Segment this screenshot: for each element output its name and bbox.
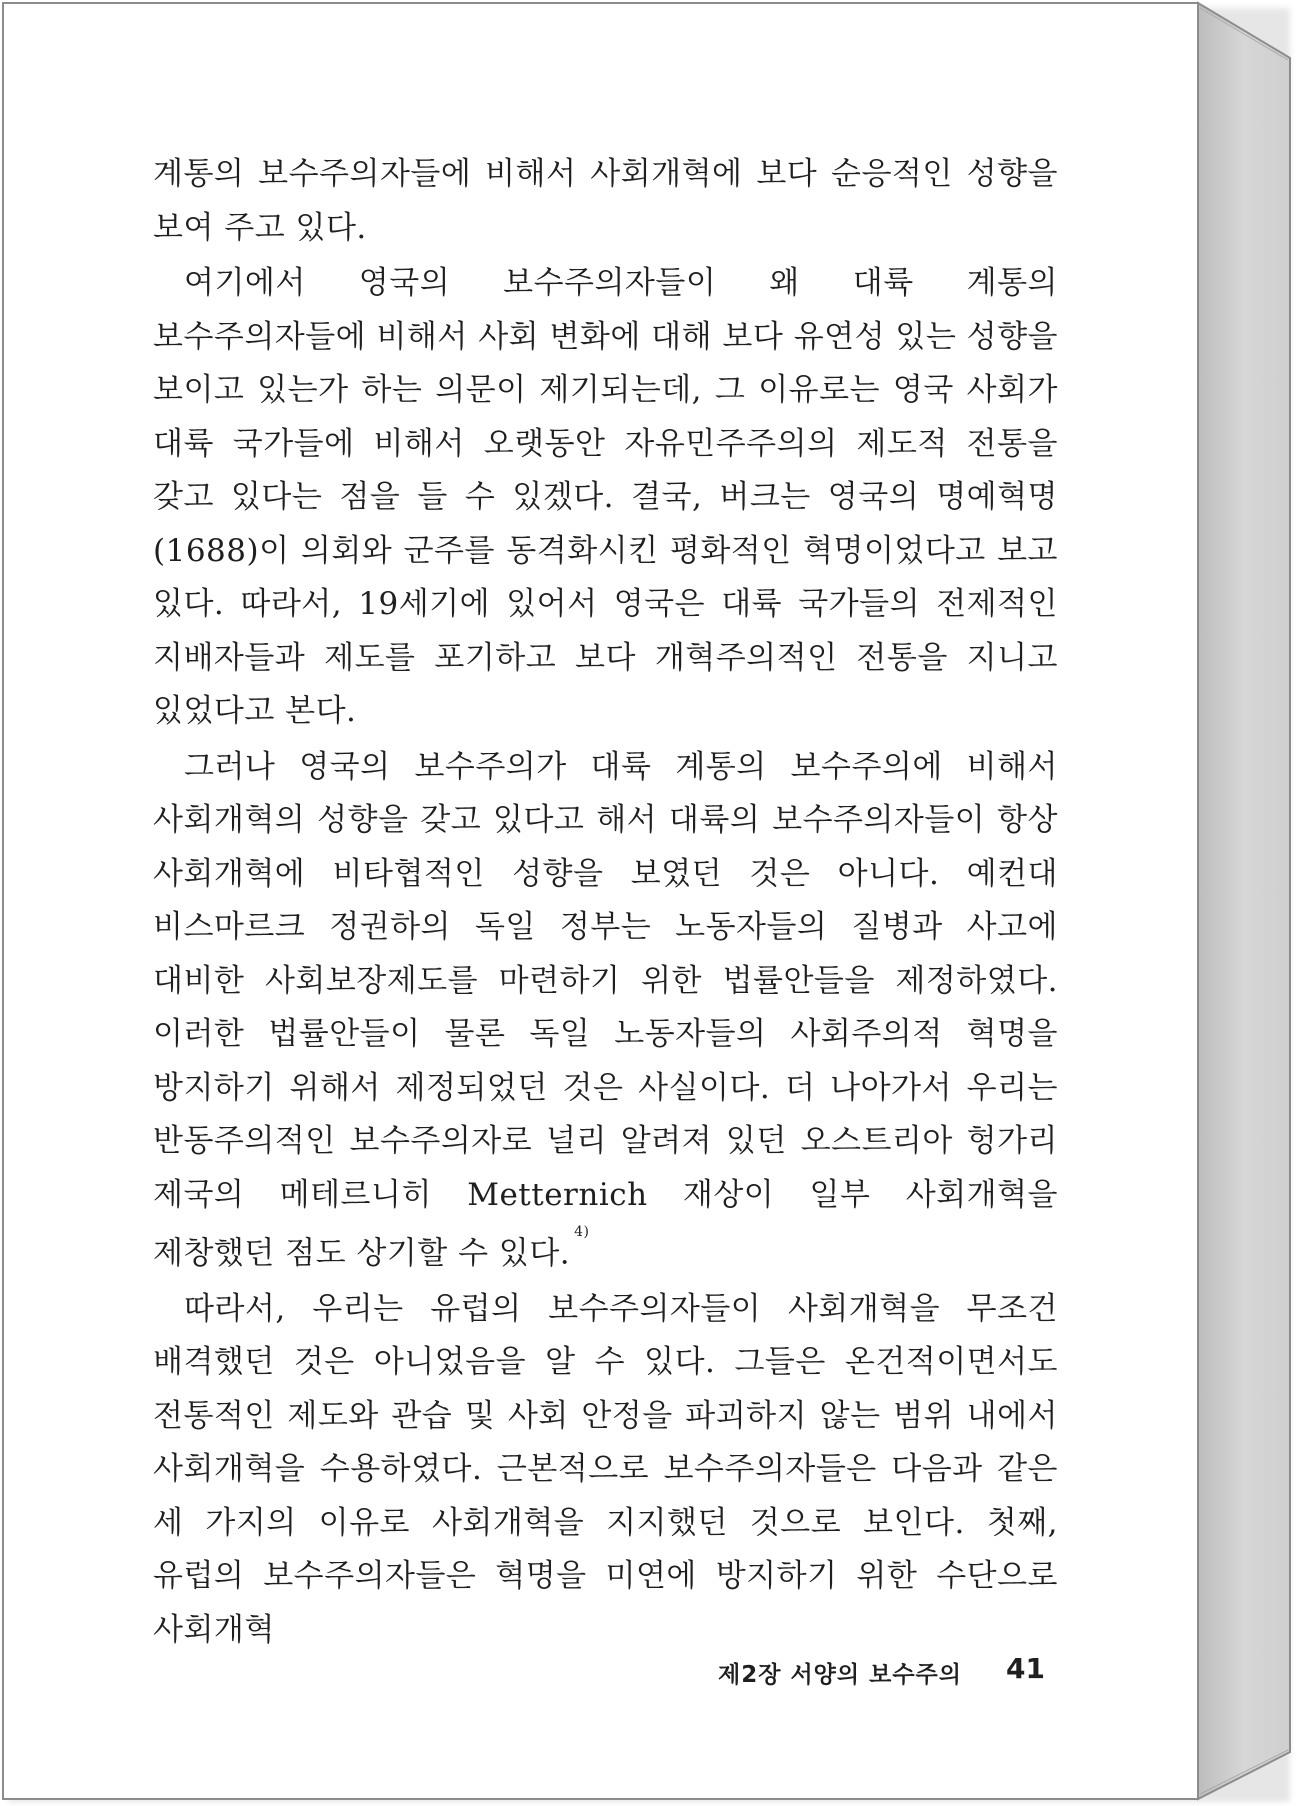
- book-spine-side: [1198, 3, 1290, 1799]
- page-number: 41: [1006, 1652, 1045, 1685]
- paragraph-text: 그러나 영국의 보수주의가 대륙 계통의 보수주의에 비해서 사회개혁의 성향을 갖고 있다고 해서 대륙의 보수주의자들이 항상 사회개혁에 비타협적인 성향을 보였던 것은 아니다. 예컨대 비스마르크 정권하의 독일 정부는 노동자들의 질병과 사고에 대비한 사회보장제도를 마련하기 위한 법률안들을 제정하였다. 이러한 법률안들이 물론 독일 노동자들의 사회주의적 혁명을 방지하기 위해서 제정되었던 것은 사실이다. 더 나아가서 우리는 반동주의적인 보수주의자로 널리 알려져 있던 오스트리아 헝가리 제국의 메테르니히 Metternich 재상이 일부 사회개혁을 제창했던 점도 상기할 수 있다.: [153, 748, 1058, 1272]
- paragraph-with-footnote: [153, 741, 1058, 1281]
- page-footer: [710, 1648, 1050, 1692]
- footnote-marker[interactable]: 4): [574, 1224, 590, 1240]
- paragraph: 따라서, 우리는 유럽의 보수주의자들이 사회개혁을 무조건 배격했던 것은 아니었음을 알 수 있다. 그들은 온건적이면서도 전통적인 제도와 관습 및 사회 안정을 파괴하지 않는 범위 내에서 사회개혁을 수용하였다. 근본적으로 보수주의자들은 다음과 같은 세 가지의 이유로 사회개혁을 지지했던 것으로 보인다. 첫째, 유럽의 보수주의자들은 혁명을 미연에 방지하기 위한 수단으로 사회개혁: [153, 1290, 1058, 1648]
- paragraph: 여기에서 영국의 보수주의자들이 왜 대륙 계통의 보수주의자들에 비해서 사회 변화에 대해 보다 유연성 있는 성향을 보이고 있는가 하는 의문이 제기되는데, 그 이유로는 영국 사회가 대륙 국가들에 비해서 오랫동안 자유민주주의의 제도적 전통을 갖고 있다는 점을 들 수 있겠다. 결국, 버크는 영국의 명예혁명(1688)이 의회와 군주를 동격화시킨 평화적인 혁명이었다고 보고 있다. 따라서, 19세기에 있어서 영국은 대륙 국가들의 전제적인 지배자들과 제도를 포기하고 보다 개혁주의적인 전통을 지니고 있었다고 본다.: [153, 265, 1058, 729]
- running-chapter-title: 제2장 서양의 보수주의: [718, 1662, 962, 1688]
- paragraph: 계통의 보수주의자들에 비해서 사회개혁에 보다 순응적인 성향을 보여 주고 있다.: [153, 156, 1058, 246]
- page-body-text: [153, 148, 1058, 1659]
